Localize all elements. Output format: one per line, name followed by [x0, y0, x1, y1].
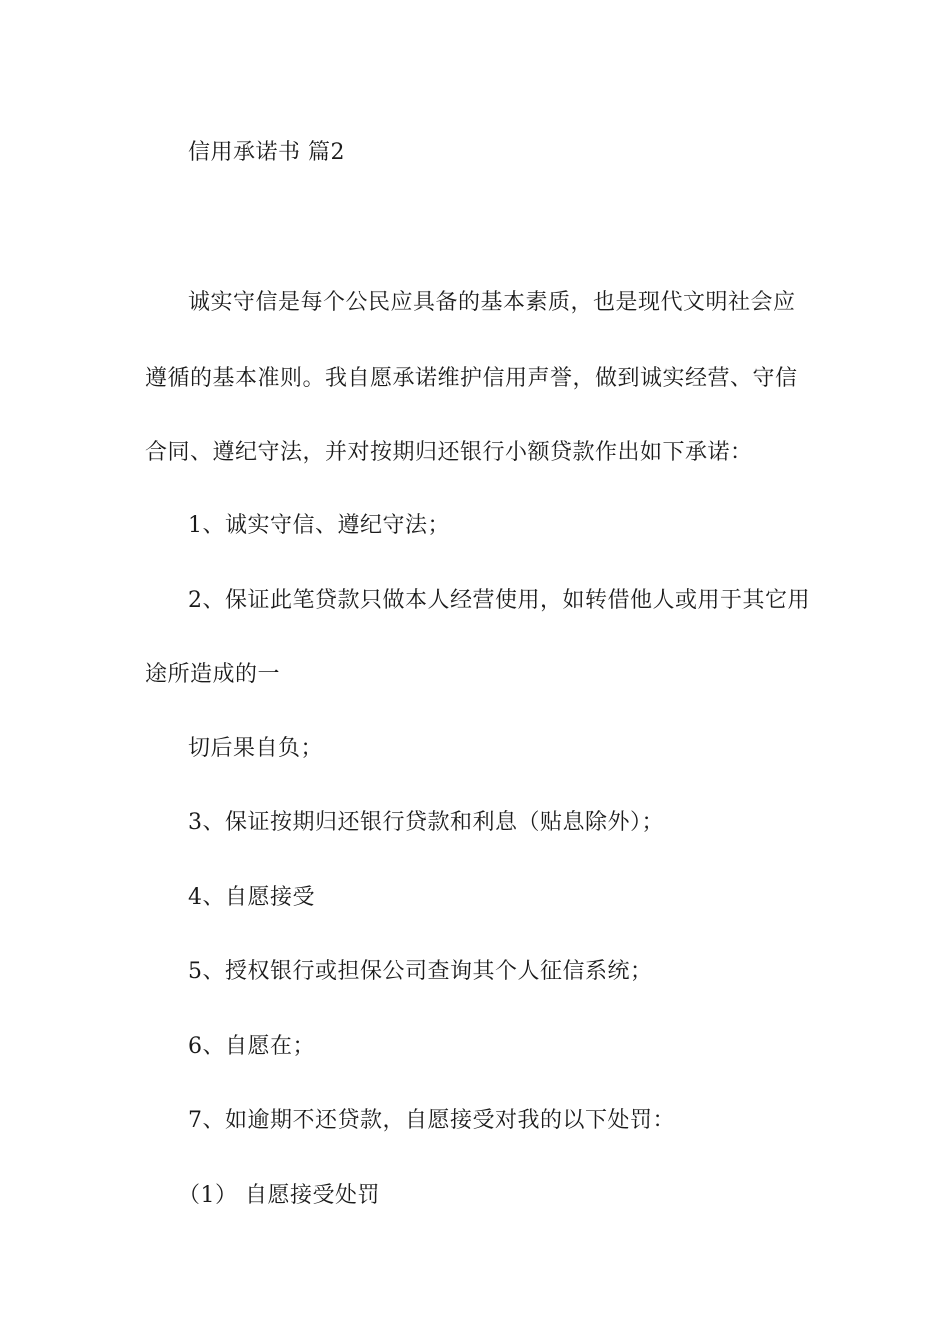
- penalty-sub-item-1: （1） 自愿接受处罚: [178, 1183, 380, 1208]
- intro-paragraph-line-1: 诚实守信是每个公民应具备的基本素质，也是现代文明社会应: [188, 290, 796, 315]
- commitment-item-3: 3、保证按期归还银行贷款和利息（贴息除外）；: [188, 810, 664, 835]
- intro-paragraph-line-2: 遵循的基本准则。我自愿承诺维护信用声誉，做到诚实经营、守信: [145, 366, 798, 391]
- commitment-item-7: 7、如逾期不还贷款，自愿接受对我的以下处罚：: [188, 1108, 675, 1133]
- commitment-item-2-continued: 途所造成的一: [145, 662, 281, 687]
- document-title: 信用承诺书 篇2: [188, 140, 345, 165]
- intro-paragraph-line-3: 合同、遵纪守法，并对按期归还银行小额贷款作出如下承诺：: [145, 440, 753, 465]
- commitment-item-5: 5、授权银行或担保公司查询其个人征信系统；: [188, 959, 653, 984]
- commitment-item-1: 1、诚实守信、遵纪守法；: [188, 513, 450, 538]
- commitment-item-2: 2、保证此笔贷款只做本人经营使用，如转借他人或用于其它用: [188, 588, 810, 613]
- commitment-item-4: 4、自愿接受: [188, 885, 315, 910]
- commitment-item-2-continued-2: 切后果自负；: [188, 736, 324, 761]
- commitment-item-6: 6、自愿在；: [188, 1034, 315, 1059]
